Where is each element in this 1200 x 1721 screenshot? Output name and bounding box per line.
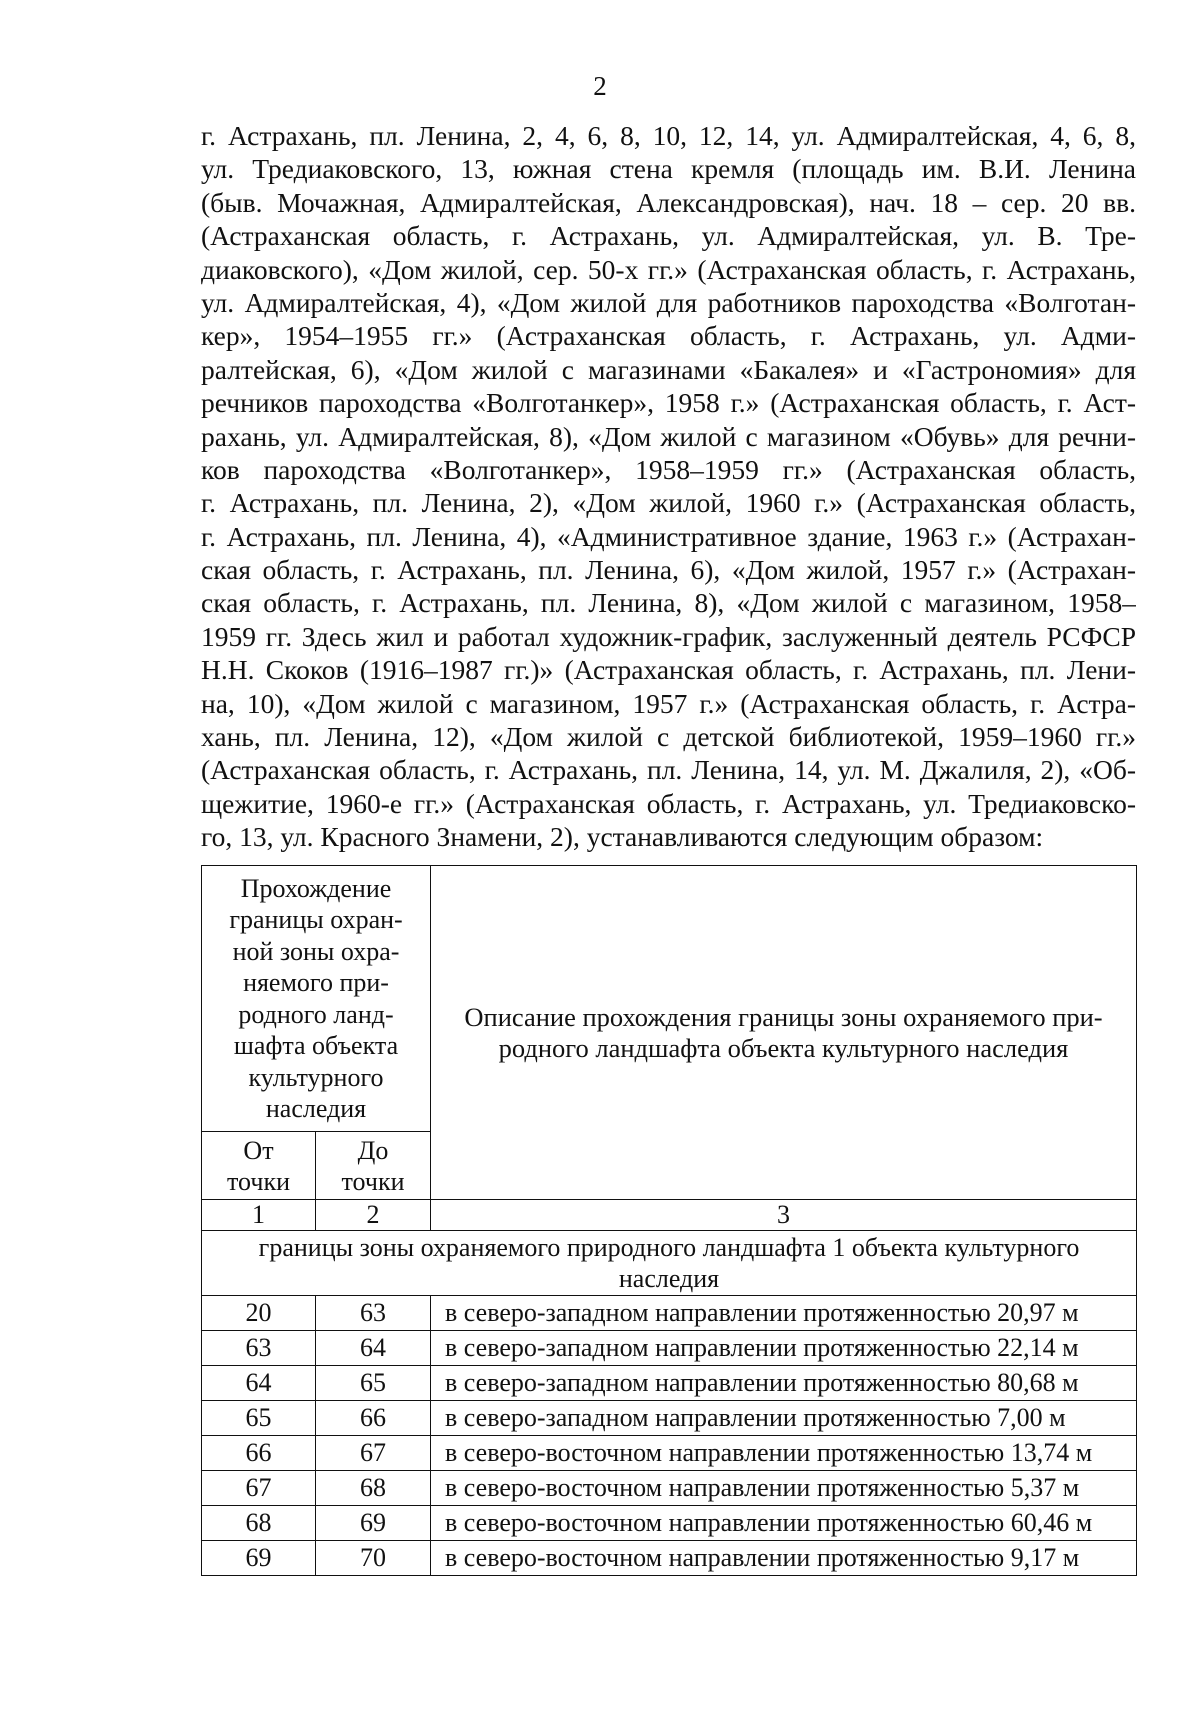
paragraph-line: кер», 1954–1955 гг.» (Астраханская область, г. Астрахань, ул. Адми- xyxy=(201,320,1136,352)
table-row xyxy=(202,1541,1137,1576)
header-line: родного ланд- xyxy=(238,999,394,1029)
column-number: 1 xyxy=(202,1200,316,1231)
table-row xyxy=(202,1401,1137,1436)
table-row xyxy=(202,1366,1137,1401)
column-numbers-row xyxy=(202,1200,1137,1231)
section-row xyxy=(202,1231,1137,1296)
header-line: От xyxy=(243,1135,274,1165)
paragraph-line: диаковского), «Дом жилой, сер. 50-х гг.» (Астраханская область, г. Астрахань, xyxy=(201,253,1136,285)
paragraph-line: хань, пл. Ленина, 12), «Дом жилой с детской библиотекой, 1959–1960 гг.» xyxy=(201,721,1136,753)
header-line: няемого при- xyxy=(243,968,389,997)
table-row xyxy=(202,1331,1137,1366)
header-to-point xyxy=(316,1132,431,1200)
from-point-cell: 66 xyxy=(202,1436,316,1471)
from-point-cell: 69 xyxy=(202,1541,316,1576)
header-line: точки xyxy=(341,1166,405,1196)
header-line: Прохождение xyxy=(240,873,392,903)
paragraph-line: щежитие, 1960-е гг.» (Астраханская область, г. Астрахань, ул. Тредиаковско- xyxy=(201,787,1136,819)
table-row xyxy=(202,1471,1137,1506)
header-from-point xyxy=(202,1132,316,1200)
paragraph-line: ская область, г. Астрахань, пл. Ленина, 8), «Дом жилой с магазином, 1958– xyxy=(201,587,1136,619)
to-point-cell: 68 xyxy=(316,1471,431,1506)
header-passage xyxy=(202,866,431,1132)
description-cell: в северо-западном направлении протяженностью 20,97 м xyxy=(431,1296,1137,1331)
from-point-cell: 67 xyxy=(202,1471,316,1506)
to-point-cell: 66 xyxy=(316,1401,431,1436)
from-point-cell: 20 xyxy=(202,1296,316,1331)
header-line: ной зоны охра- xyxy=(232,936,400,966)
to-point-cell: 70 xyxy=(316,1541,431,1576)
description-cell: в северо-восточном направлении протяженностью 9,17 м xyxy=(431,1541,1137,1576)
description-cell: в северо-восточном направлении протяженностью 5,37 м xyxy=(431,1471,1137,1506)
header-line: культурного xyxy=(248,1062,384,1092)
paragraph-line: ул. Тредиаковского, 13, южная стена кремля (площадь им. В.И. Ленина xyxy=(201,153,1136,185)
description-cell: в северо-западном направлении протяженностью 80,68 м xyxy=(431,1366,1137,1401)
header-line: точки xyxy=(227,1166,290,1196)
paragraph-line: на, 10), «Дом жилой с магазином, 1957 г.» (Астраханская область, г. Астра- xyxy=(201,687,1136,719)
paragraph-line: (быв. Мочажная, Адмиралтейская, Александровская), нач. 18 – сер. 20 вв. xyxy=(201,186,1136,218)
paragraph-line: г. Астрахань, пл. Ленина, 4), «Административное здание, 1963 г.» (Астрахан- xyxy=(201,520,1136,552)
paragraph-line: ков пароходства «Волготанкер», 1958–1959 гг.» (Астраханская область, xyxy=(201,453,1136,485)
paragraph-line: г. Астрахань, пл. Ленина, 2, 4, 6, 8, 10, 12, 14, ул. Адмиралтейская, 4, 6, 8, xyxy=(201,120,1136,151)
to-point-cell: 67 xyxy=(316,1436,431,1471)
paragraph-line: 1959 гг. Здесь жил и работал художник-график, заслуженный деятель РСФСР xyxy=(201,620,1136,652)
paragraph-line: (Астраханская область, г. Астрахань, пл. Ленина, 14, ул. М. Джалиля, 2), «Об- xyxy=(201,754,1136,786)
from-point-cell: 63 xyxy=(202,1331,316,1366)
header-line: наследия xyxy=(265,1094,367,1123)
paragraph-line: г. Астрахань, пл. Ленина, 2), «Дом жилой, 1960 г.» (Астраханская область, xyxy=(201,487,1136,519)
from-point-cell: 65 xyxy=(202,1401,316,1436)
from-point-cell: 64 xyxy=(202,1366,316,1401)
table-row xyxy=(202,1436,1137,1471)
paragraph-line: речников пароходства «Волготанкер», 1958 г.» (Астраханская область, г. Аст- xyxy=(201,387,1136,419)
paragraph-line: ралтейская, 6), «Дом жилой с магазинами «Бакалея» и «Гастрономия» для xyxy=(201,353,1136,385)
to-point-cell: 69 xyxy=(316,1506,431,1541)
header-line: Описание прохождения границы зоны охраняемого при- xyxy=(464,1001,1103,1032)
description-cell: в северо-восточном направлении протяженностью 60,46 м xyxy=(431,1506,1137,1541)
to-point-cell: 63 xyxy=(316,1296,431,1331)
body-paragraph xyxy=(201,119,1136,854)
column-number: 2 xyxy=(316,1200,431,1231)
table-row xyxy=(202,1506,1137,1541)
table-header-row xyxy=(202,866,1137,1132)
column-number: 3 xyxy=(431,1200,1137,1231)
header-line: шафта объекта xyxy=(233,1031,399,1060)
to-point-cell: 65 xyxy=(316,1366,431,1401)
paragraph-line: го, 13, ул. Красного Знамени, 2), устанавливаются следующим образом: xyxy=(201,821,1044,853)
header-line: границы охран- xyxy=(229,905,403,934)
description-cell: в северо-западном направлении протяженностью 22,14 м xyxy=(431,1331,1137,1366)
paragraph-line: ская область, г. Астрахань, пл. Ленина, 6), «Дом жилой, 1957 г.» (Астрахан- xyxy=(201,554,1136,586)
page-number: 2 xyxy=(593,71,607,101)
description-cell: в северо-восточном направлении протяженностью 13,74 м xyxy=(431,1436,1137,1471)
boundary-table xyxy=(201,865,1137,1576)
from-point-cell: 68 xyxy=(202,1506,316,1541)
description-cell: в северо-западном направлении протяженностью 7,00 м xyxy=(431,1401,1137,1436)
header-line: родного ландшафта объекта культурного наследия xyxy=(498,1032,1069,1063)
paragraph-line: рахань, ул. Адмиралтейская, 8), «Дом жилой с магазином «Обувь» для речни- xyxy=(201,420,1136,452)
section-title: границы зоны охраняемого природного ландшафта 1 объекта культурного наследия xyxy=(202,1231,1137,1296)
header-line: До xyxy=(357,1135,389,1165)
paragraph-line: ул. Адмиралтейская, 4), «Дом жилой для работников пароходства «Волготан- xyxy=(201,286,1136,318)
paragraph-line: (Астраханская область, г. Астрахань, ул. Адмиралтейская, ул. В. Тре- xyxy=(201,220,1136,252)
table-row xyxy=(202,1296,1137,1331)
header-description xyxy=(431,866,1137,1200)
to-point-cell: 64 xyxy=(316,1331,431,1366)
paragraph-line: Н.Н. Скоков (1916–1987 гг.)» (Астраханская область, г. Астрахань, пл. Лени- xyxy=(201,654,1136,686)
